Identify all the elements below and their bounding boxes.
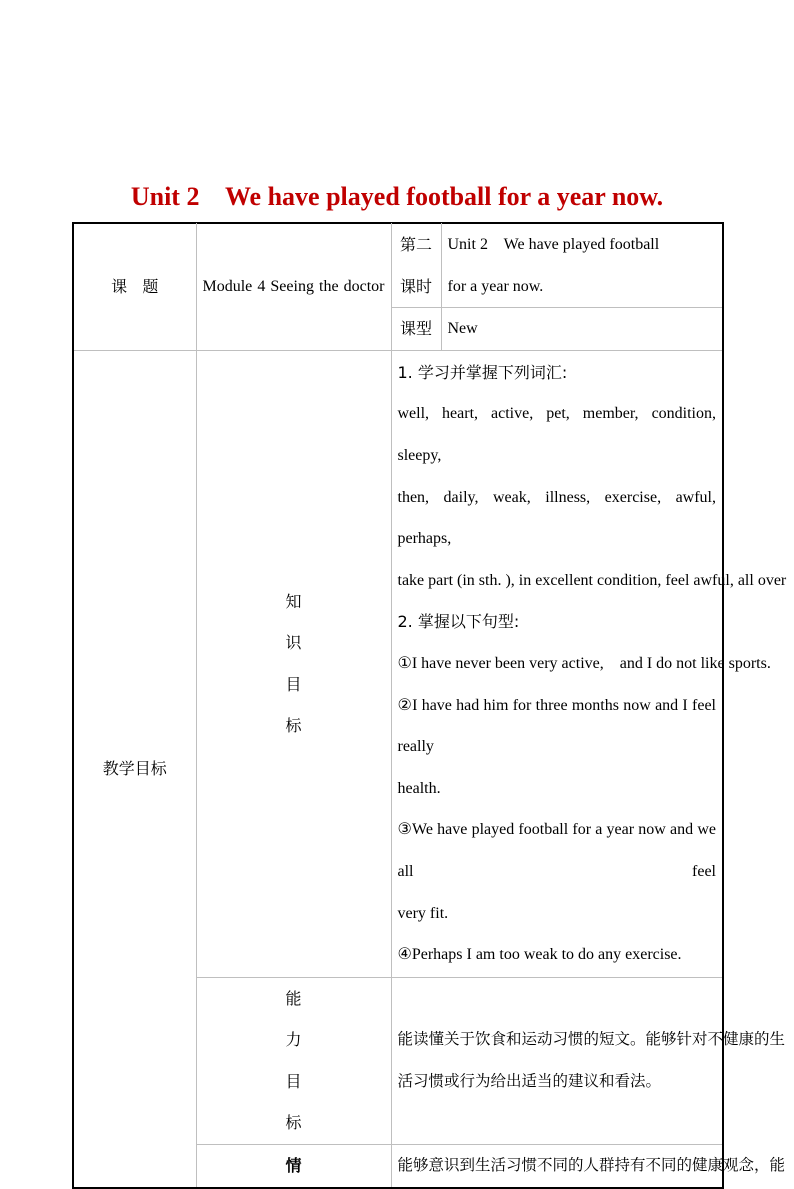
lesson-plan-table — [72, 222, 787, 1189]
lesson-cell — [441, 223, 723, 308]
lesson-line-1: Unit 2 We have played football — [447, 236, 660, 253]
knowledge-line: very fit. — [397, 904, 449, 922]
knowledge-line: ③We have played football for a year now and we all feel — [397, 821, 716, 880]
knowledge-line: ②I have had him for three months now and I feel really — [397, 696, 716, 756]
objectives-label: 教学目标 — [102, 758, 167, 778]
knowledge-row — [73, 350, 723, 977]
knowledge-content-cell — [391, 350, 787, 977]
ability-label-cell — [196, 977, 391, 1144]
knowledge-line: 2. 掌握以下句型: — [397, 612, 520, 632]
topic-label: 课 题 — [111, 277, 159, 297]
knowledge-label-char: 目 — [285, 674, 302, 694]
emotion-label-cell — [196, 1145, 391, 1188]
emotion-label-char: 情 — [285, 1156, 302, 1176]
page-title: Unit 2 We have played football for a year now. — [130, 182, 664, 211]
period-label-1: 第二 — [399, 235, 432, 254]
type-value: New — [447, 320, 478, 338]
knowledge-line: then, daily, weak, illness, exercise, awful, perhaps, — [397, 488, 716, 548]
knowledge-label-char: 标 — [285, 716, 302, 736]
type-value-cell — [441, 308, 723, 351]
module-text: Module 4 Seeing the doctor — [202, 278, 385, 296]
knowledge-line: 1. 学习并掌握下列词汇: — [397, 362, 568, 382]
knowledge-line: well, heart, active, pet, member, condition, sleepy, — [397, 405, 716, 464]
type-label: 课型 — [399, 319, 432, 339]
knowledge-label-cell — [196, 350, 391, 977]
knowledge-label-char: 识 — [285, 633, 302, 653]
ability-content-cell — [391, 977, 786, 1144]
ability-label-char: 力 — [285, 1030, 302, 1050]
emotion-content-cell — [391, 1145, 786, 1188]
ability-line: 活习惯或行为给出适当的建议和看法。 — [397, 1071, 662, 1090]
knowledge-line: health. — [397, 779, 441, 797]
knowledge-line: take part (in sth. ), in excellent condition, feel awful, all over — [397, 571, 787, 589]
knowledge-label-char: 知 — [285, 591, 302, 611]
ability-line: 能读懂关于饮食和运动习惯的短文。能够针对不健康的生 — [397, 1030, 786, 1049]
knowledge-line: ①I have never been very active, and I do not like sports. — [397, 654, 771, 672]
ability-label-char: 目 — [285, 1071, 302, 1091]
type-label-cell — [391, 308, 441, 351]
period-label-cell — [391, 223, 441, 308]
topic-label-cell — [73, 223, 196, 350]
emotion-line: 能够意识到生活习惯不同的人群持有不同的健康观念，能 — [397, 1156, 786, 1175]
period-label-2: 课时 — [399, 276, 432, 296]
objectives-label-cell — [73, 350, 196, 1187]
lesson-line-2: for a year now. — [447, 277, 544, 295]
ability-label-char: 标 — [285, 1113, 302, 1133]
module-cell — [196, 223, 391, 350]
knowledge-line: ④Perhaps I am too weak to do any exercise. — [397, 946, 682, 964]
ability-label-char: 能 — [285, 988, 302, 1008]
